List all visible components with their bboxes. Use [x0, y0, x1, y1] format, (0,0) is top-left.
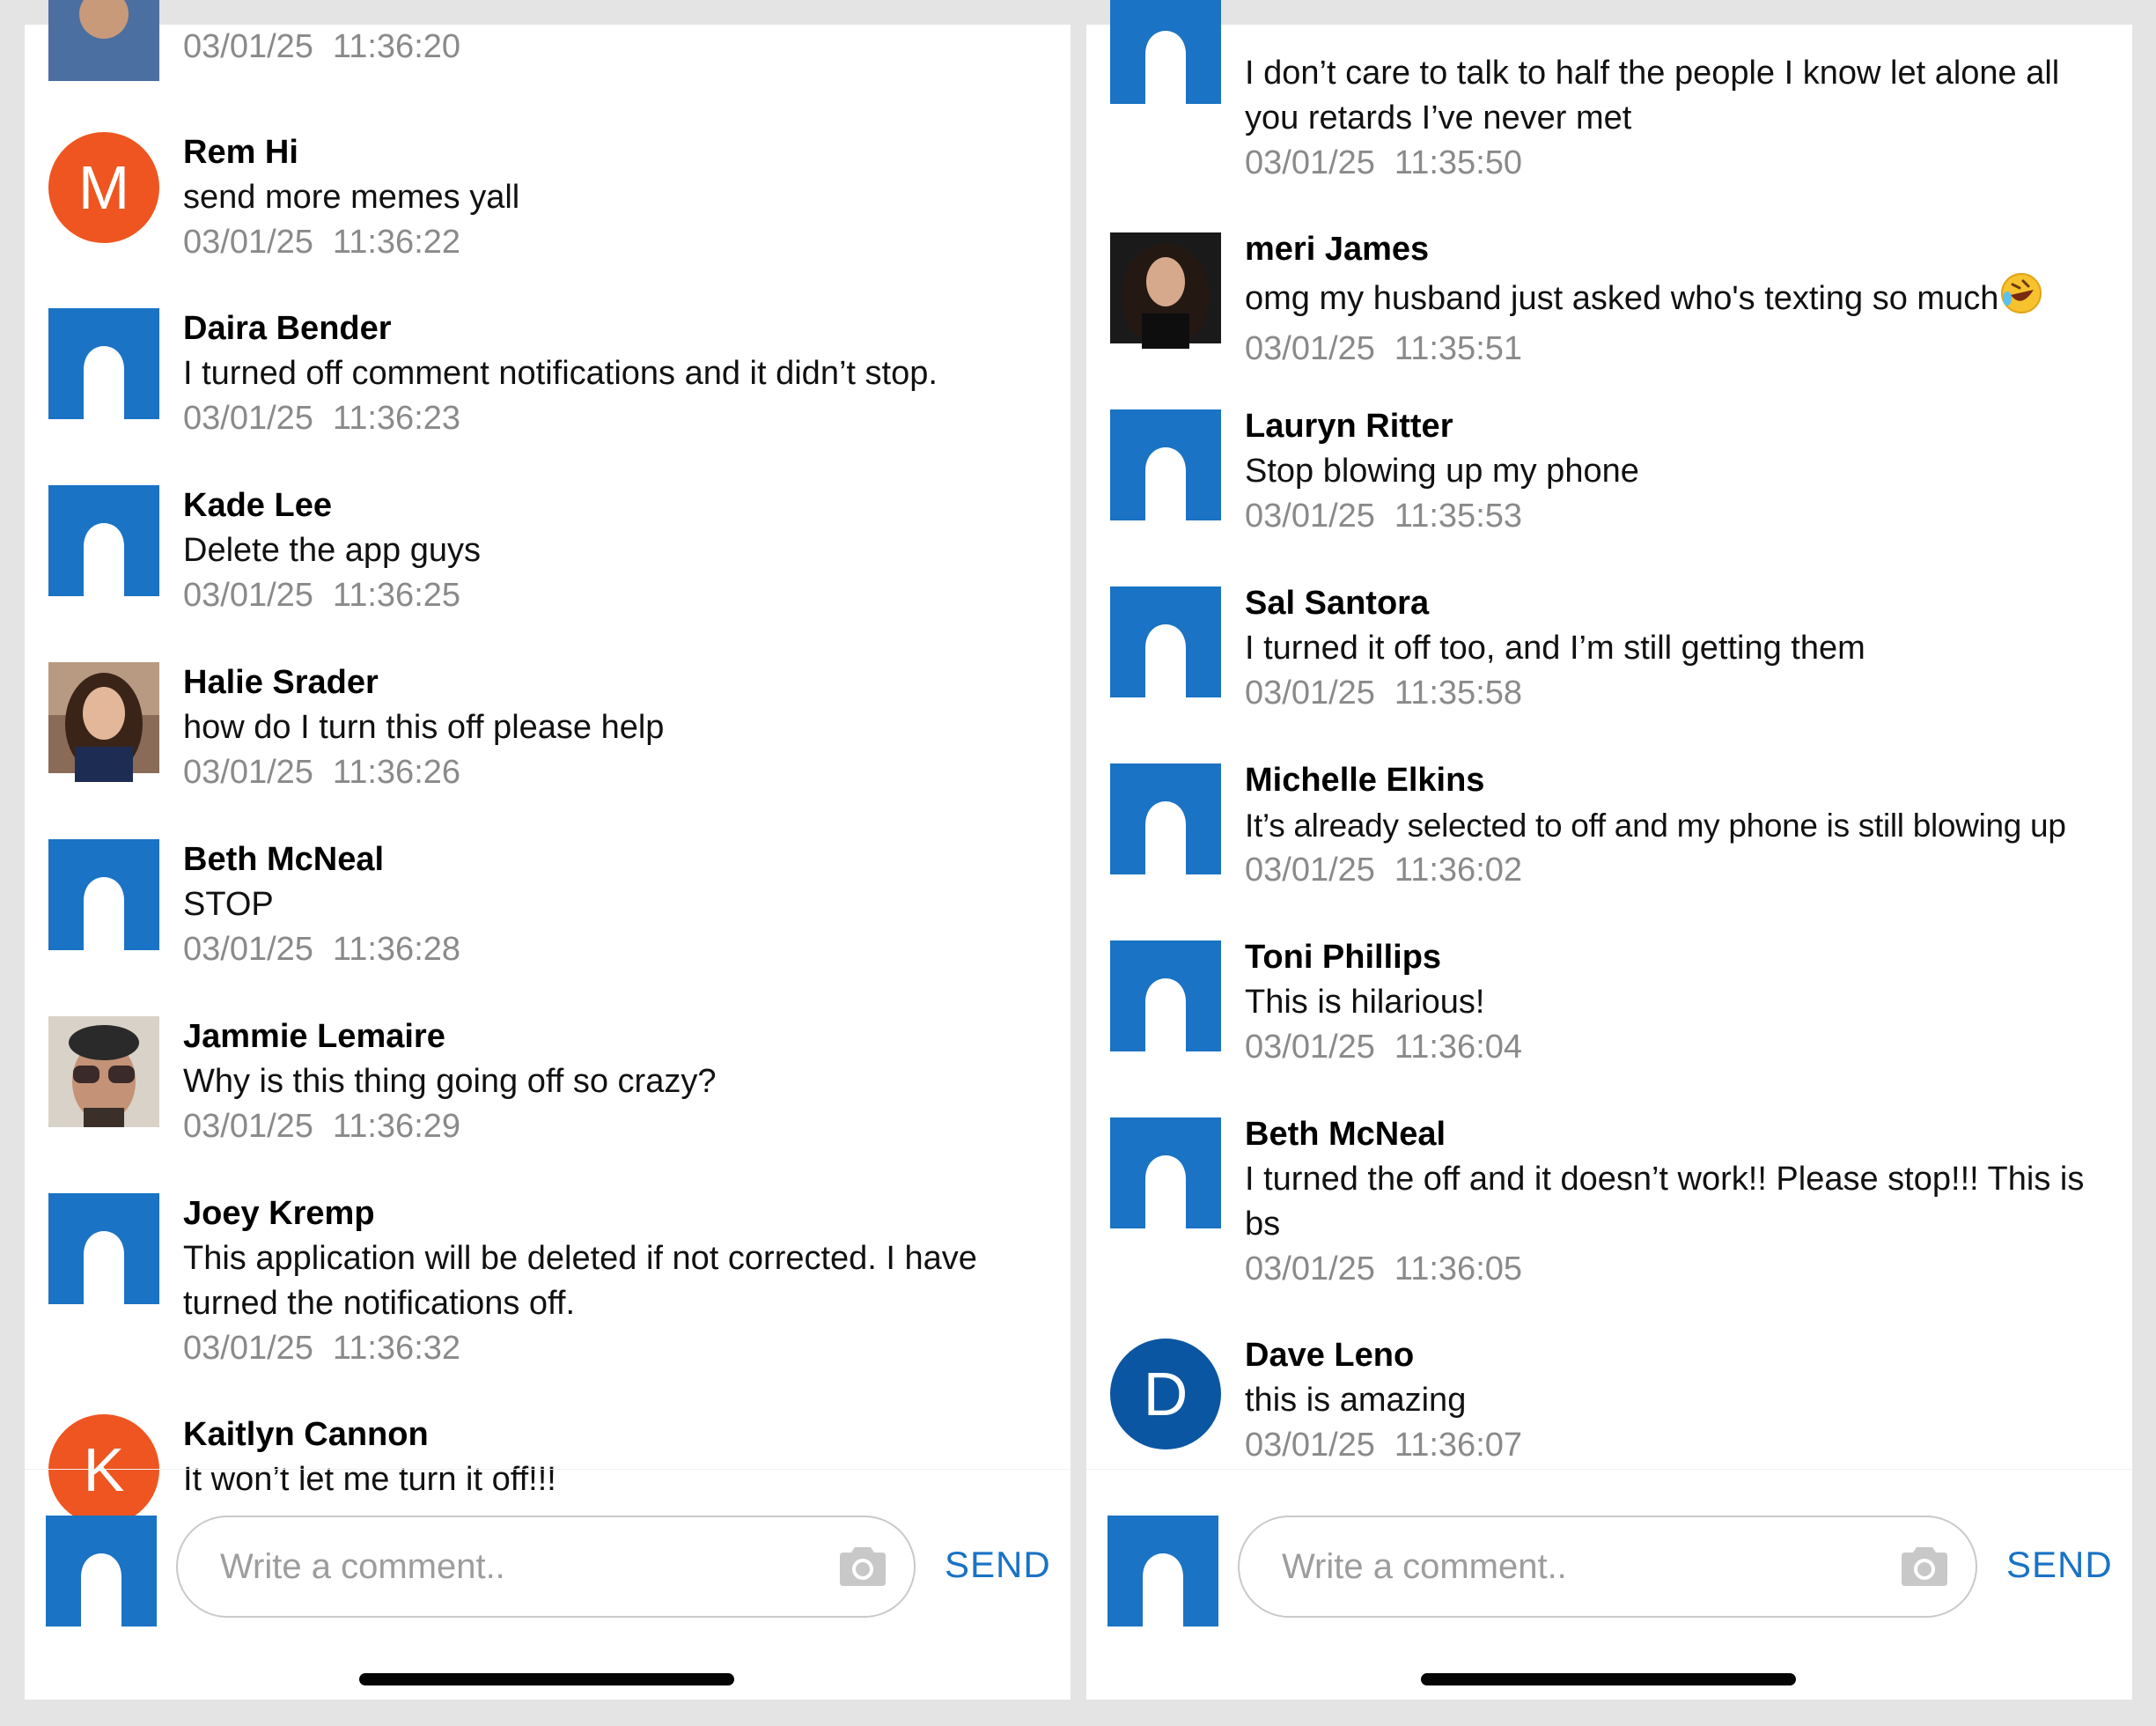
comment-input[interactable] [176, 1516, 916, 1618]
comment-author[interactable]: Beth McNeal [1245, 1116, 1446, 1153]
comment-text: this is amazing [1245, 1382, 1467, 1419]
home-indicator [1421, 1673, 1796, 1685]
comment-author[interactable]: Sal Santora [1245, 585, 1430, 622]
default-avatar-icon[interactable] [48, 1193, 159, 1304]
comment-author[interactable]: Kaitlyn Cannon [183, 1416, 429, 1453]
default-avatar-icon[interactable] [1110, 940, 1221, 1051]
avatar-letter: M [77, 153, 130, 222]
comment-author[interactable]: Halie Srader [183, 664, 379, 701]
comment-text: It won’t let me turn it off!!! [183, 1461, 556, 1498]
default-avatar-icon[interactable] [1110, 586, 1221, 697]
comment-author[interactable]: Michelle Elkins [1245, 762, 1485, 799]
avatar-photo[interactable] [48, 1016, 159, 1127]
comment-author[interactable]: Rem Hi [183, 134, 298, 171]
comment-text: how do I turn this off please help [183, 709, 665, 746]
avatar[interactable] [1110, 1339, 1221, 1449]
comment-timestamp: 03/01/25 11:36:28 [183, 931, 461, 968]
comment-input-placeholder: Write a comment.. [220, 1547, 505, 1586]
avatar-letter: K [83, 1435, 125, 1504]
send-button[interactable]: SEND [945, 1544, 1051, 1585]
default-avatar-icon[interactable] [1110, 763, 1221, 874]
comment-text: STOP [183, 886, 274, 923]
comment-author[interactable]: Beth McNeal [183, 841, 385, 878]
comment-timestamp: 03/01/25 11:35:50 [1245, 144, 1523, 181]
comment-author[interactable]: Dave Leno [1245, 1337, 1415, 1374]
comment-author[interactable]: Daira Bender [183, 310, 392, 347]
comment-feed[interactable] [1086, 25, 2132, 1469]
default-avatar-icon[interactable] [48, 485, 159, 596]
comments-panel-left [25, 25, 1071, 1700]
comment-text: I turned the off and it doesn’t work!! Please stop!!! This is bs [1245, 1161, 2085, 1243]
current-user-avatar-icon [46, 1516, 157, 1626]
comment-input-placeholder: Write a comment.. [1282, 1547, 1567, 1586]
default-avatar-icon[interactable] [1110, 409, 1221, 520]
avatar[interactable] [48, 132, 159, 243]
default-avatar-icon[interactable] [1110, 0, 1221, 104]
comment-timestamp: 03/01/25 11:36:29 [183, 1108, 461, 1145]
comment-feed[interactable] [25, 25, 1071, 1504]
comment-timestamp: 03/01/25 11:35:58 [1245, 675, 1523, 712]
comment-author[interactable]: Lauryn Ritter [1245, 408, 1453, 445]
default-avatar-icon[interactable] [48, 308, 159, 419]
default-avatar-icon[interactable] [1110, 1117, 1221, 1228]
camera-icon[interactable] [1898, 1545, 1951, 1592]
avatar[interactable] [48, 0, 159, 81]
comment-input[interactable] [1238, 1516, 1977, 1618]
comment-timestamp: 03/01/25 11:35:51 [1245, 330, 1523, 367]
comment-timestamp: 03/01/25 11:36:04 [1245, 1029, 1523, 1066]
comment-timestamp: 03/01/25 11:36:22 [183, 224, 461, 261]
comment-timestamp: 03/01/25 11:35:53 [1245, 498, 1523, 535]
comment-text: This is hilarious! [1245, 984, 1485, 1021]
comment-text: I turned it off too, and I’m still getting them [1245, 630, 1865, 667]
comment-text: send more memes yall [183, 179, 520, 216]
comment-timestamp: 03/01/25 11:36:26 [183, 754, 461, 791]
home-indicator [359, 1673, 734, 1685]
current-user-avatar-icon [1107, 1516, 1218, 1626]
comment-text: Why is this thing going off so crazy? [183, 1063, 717, 1100]
comments-panel-right [1086, 25, 2132, 1700]
comment-timestamp: 03/01/25 11:36:20 [183, 28, 461, 65]
comment-author[interactable]: Jammie Lemaire [183, 1018, 445, 1055]
comment-text: This application will be deleted if not corrected. I have turned the notifications off. [183, 1240, 977, 1322]
comment-timestamp: 03/01/25 11:36:32 [183, 1330, 461, 1367]
comment-timestamp: 03/01/25 11:36:23 [183, 400, 461, 437]
comment-text: I don’t care to talk to half the people I know let alone all you retards I’ve never met [1245, 55, 2060, 136]
comment-text: Delete the app guys [183, 532, 482, 569]
comment-timestamp: 03/01/25 11:36:25 [183, 577, 461, 614]
comment-text: Stop blowing up my phone [1245, 453, 1639, 490]
default-avatar-icon[interactable] [48, 839, 159, 950]
avatar-letter: D [1143, 1360, 1188, 1428]
comment-author[interactable]: meri James [1245, 231, 1430, 268]
send-button[interactable]: SEND [2006, 1544, 2113, 1585]
comment-text: It’s already selected to off and my phone is still blowing up [1245, 808, 2066, 844]
comment-text: I turned off comment notifications and it didn’t stop. [183, 355, 938, 392]
rofl-emoji-icon [2000, 272, 2042, 327]
comment-composer [25, 1469, 1071, 1700]
camera-icon[interactable] [836, 1545, 889, 1592]
comment-author[interactable]: Kade Lee [183, 487, 332, 524]
comment-timestamp: 03/01/25 11:36:05 [1245, 1250, 1523, 1287]
avatar-photo[interactable] [1110, 232, 1221, 343]
comment-author[interactable]: Joey Kremp [183, 1195, 375, 1232]
comment-timestamp: 03/01/25 11:36:07 [1245, 1427, 1523, 1464]
comment-text: omg my husband just asked who's texting so much [1245, 272, 2115, 327]
comment-timestamp: 03/01/25 11:36:02 [1245, 852, 1523, 889]
avatar-photo[interactable] [48, 662, 159, 773]
comment-author[interactable]: Toni Phillips [1245, 939, 1442, 976]
comment-composer [1086, 1469, 2132, 1700]
